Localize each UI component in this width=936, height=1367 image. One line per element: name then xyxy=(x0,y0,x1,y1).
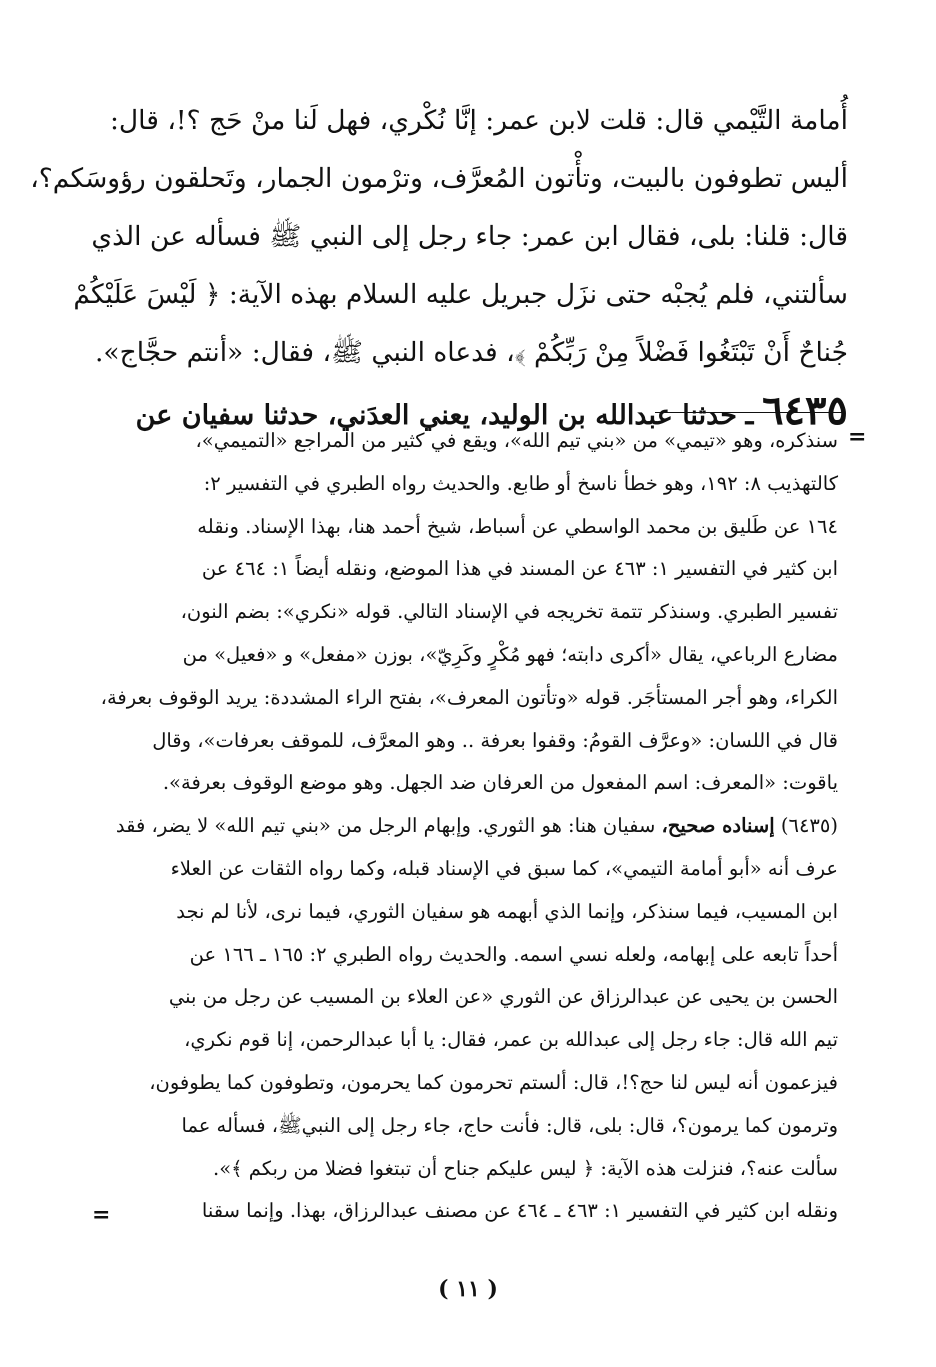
footnote-line: ابن المسيب، فيما سنذكر، وإنما الذي أبهمه هو سفيان الثوري، فيما نرى، لأنا لم نجد xyxy=(176,899,838,923)
footnote-2-number: (٦٤٣٥) xyxy=(780,814,838,838)
hadith-number: ٦٤٣٥ xyxy=(762,387,848,434)
footnote-separator xyxy=(655,412,845,413)
page-number: ( ١١ ) xyxy=(438,1276,498,1302)
footnote-line: تفسير الطبري. وسنذكر تتمة تخريجه في الإسناد التالي. قوله «نكري»: بضم النون، xyxy=(180,600,838,624)
footnote-line: ياقوت: «المعرف: اسم المفعول من العرفان ضد الجهل. وهو موضع الوقوف بعرفة». xyxy=(162,771,838,795)
footnotes xyxy=(100,420,838,1233)
footnote-line: عرف أنه «أبو أمامة التيمي»، كما سبق في الإسناد قبله، وكما رواه الثقات عن العلاء xyxy=(170,856,838,880)
hadith-dash: ـ xyxy=(745,400,754,431)
footnote-line: ١٦٤ عن طَليق بن محمد الواسطي عن أسباط، شيخ أحمد هنا، بهذا الإسناد. ونقله xyxy=(197,514,838,538)
footnote-line: قال في اللسان: «وعرَّف القومُ: وقفوا بعرفة .. وهو المعرَّف، للموقف بعرفات»، وقال xyxy=(152,728,838,752)
footnote-line: كالتهذيب ٨: ١٩٢، وهو خطأ ناسخ أو طابع. والحديث رواه الطبري في التفسير ٢: xyxy=(203,471,838,495)
main-line: قال: قلنا: بلى، فقال ابن عمر: جاء رجل إلى النبي ﷺ فسأله عن الذي xyxy=(91,221,848,252)
footnote-line: سنذكره، وهو «تيمي» من «بني تيم الله»، ويقع في كثير من المراجع «التميمي»، xyxy=(195,429,838,452)
main-line: جُناحٌ أَنْ تَبْتَغُوا فَضْلاً مِنْ رَبِّكُمْ ﴾، فدعاه النبي ﷺ، فقال: «أنتم حجَّاج». xyxy=(94,337,848,368)
main-line: أليس تطوفون بالبيت، وتأْتون المُعرَّف، وترْمون الجمار، وتَحلقون رؤوسَكم؟، xyxy=(30,163,848,194)
footnote-line: الكراء، وهو أجر المستأجَر. قوله «وتأتون المعرف»، بفتح الراء المشددة: يريد الوقوف بعرفة، xyxy=(100,685,838,709)
footnote-2-text: سفيان هنا: هو الثوري. وإبهام الرجل من «بني تيم الله» لا يضر، فقد xyxy=(115,814,656,838)
footnote-line: تيم الله قال: جاء رجل إلى عبدالله بن عمر، فقال: يا أبا عبدالرحمن، إنا قوم نكري، xyxy=(184,1028,838,1052)
footnote-2-first-line xyxy=(115,805,838,848)
footnote-line: الحسن بن يحيى عن عبدالرزاق عن الثوري «عن العلاء بن المسيب عن رجل من بني xyxy=(168,985,838,1009)
continuation-mark-end: = xyxy=(92,1202,111,1228)
footnote-line: أحداً تابعه على إبهامه، ولعله نسي اسمه. والحديث رواه الطبري ٢: ١٦٥ ـ ١٦٦ عن xyxy=(189,942,838,966)
main-line: أُمامة التَّيْمي قال: قلت لابن عمر: إنَّا نُكْري، فهل لَنا منْ حَج ؟!، قال: xyxy=(110,105,848,136)
hadith-text: حدثنا عبدالله بن الوليد، يعني العدَني، حدثنا سفيان عن xyxy=(135,400,737,431)
footnote-line: مضارع الرباعي، يقال «أكرى دابته؛ فهو مُكْرٍ وكَرِيّ»، بوزن «مفعل» و «فعيل» من xyxy=(182,642,838,666)
footnote-line: ابن كثير في التفسير ١: ٤٦٣ عن المسند في هذا الموضع، ونقله أيضاً ١: ٤٦٤ عن xyxy=(201,557,838,581)
footnote-line: فيزعمون أنه ليس لنا حج؟!، قال: ألستم تحرمون كما يحرمون، وتطوفون كما يطوفون، xyxy=(149,1070,838,1094)
main-line: سألتني، فلم يُجبْه حتى نزَل جبريل عليه السلام بهذه الآية: ﴿ لَيْسَ عَلَيْكُمْ xyxy=(73,279,848,310)
footnote-line: ونقله ابن كثير في التفسير ١: ٤٦٣ ـ ٤٦٤ عن مصنف عبدالرزاق، بهذا. وإنما سقنا xyxy=(201,1199,838,1223)
footnote-2-label: إسناده صحيح، xyxy=(661,814,775,838)
footnote-line: وترمون كما يرمون؟، قال: بلى، قال: فأنت حاج، جاء رجل إلى النبيﷺ، فسأله عما xyxy=(181,1113,838,1137)
main-text xyxy=(30,92,848,440)
continuation-mark-start: = xyxy=(848,424,867,450)
footnote-line: سألت عنه؟، فنزلت هذه الآية: ﴿ ليس عليكم جناح أن تبتغوا فضلا من ربكم ﴾». xyxy=(213,1156,838,1180)
